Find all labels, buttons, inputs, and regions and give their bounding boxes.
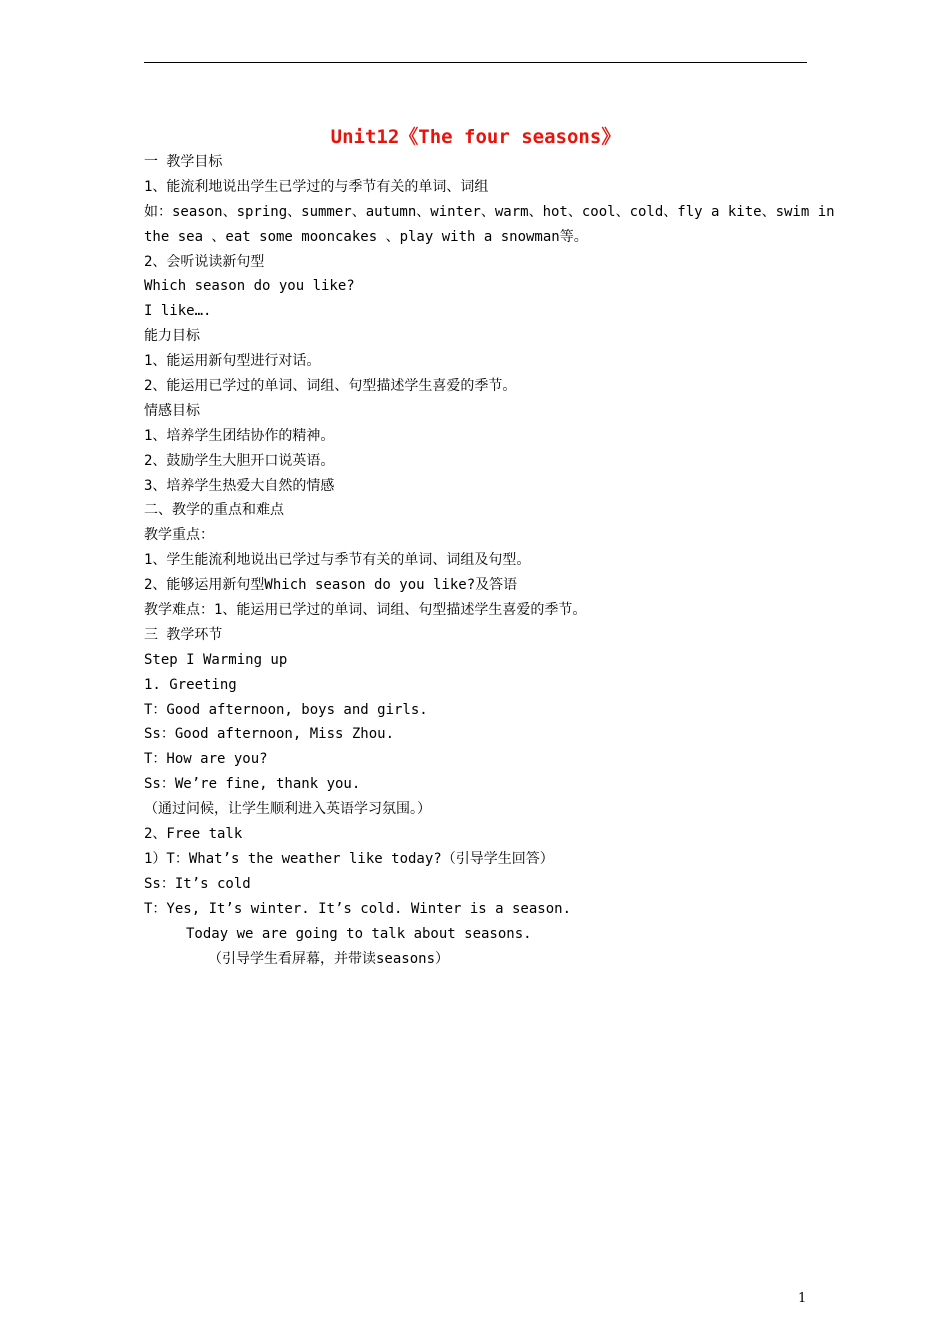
text-line: T：How are you? xyxy=(144,751,268,768)
text-line: T：Yes, It’s winter. It’s cold. Winter is a season. xyxy=(144,900,572,917)
text-line: Ss：It’s cold xyxy=(144,875,251,892)
text-line: I like…. xyxy=(144,303,212,320)
text-line: 1. Greeting xyxy=(144,676,237,693)
text-line: T：Good afternoon, boys and girls. xyxy=(144,701,428,718)
text-line: 1、能运用新句型进行对话。 xyxy=(144,353,321,370)
text-line: Ss：We’re fine, thank you. xyxy=(144,776,361,793)
text-line: 二、教学的重点和难点 xyxy=(144,502,284,519)
text-line: 1、培养学生团结协作的精神。 xyxy=(144,427,335,444)
text-line: 2、鼓励学生大胆开口说英语。 xyxy=(144,452,335,469)
text-line: 2、Free talk xyxy=(144,826,243,843)
text-line: 情感目标 xyxy=(144,402,200,419)
header-rule xyxy=(144,62,807,63)
text-line: 教学难点：1、能运用已学过的单词、词组、句型描述学生喜爱的季节。 xyxy=(144,602,587,619)
text-line: 教学重点： xyxy=(144,527,214,544)
document-title: Unit12《The four seasons》 xyxy=(330,126,621,148)
text-line: 2、能够运用新句型Which season do you like?及答语 xyxy=(144,577,518,594)
document-body xyxy=(144,150,835,971)
text-line: 三 教学环节 xyxy=(144,626,223,643)
text-line: （引导学生看屏幕，并带读seasons） xyxy=(208,950,450,967)
text-line: 2、会听说读新句型 xyxy=(144,253,265,270)
text-line: 如：season、spring、summer、autumn、winter、warm、hot、cool、cold、fly a kite、swim in xyxy=(144,203,835,220)
text-line: 1、学生能流利地说出已学过与季节有关的单词、词组及句型。 xyxy=(144,552,531,569)
text-line: 2、能运用已学过的单词、词组、句型描述学生喜爱的季节。 xyxy=(144,378,517,395)
page-number: 1 xyxy=(798,1291,807,1306)
text-line: 1、能流利地说出学生已学过的与季节有关的单词、词组 xyxy=(144,178,489,195)
text-line: Ss：Good afternoon, Miss Zhou. xyxy=(144,726,395,743)
text-line: Today we are going to talk about seasons. xyxy=(186,925,532,942)
text-line: （通过问候，让学生顺利进入英语学习氛围。） xyxy=(144,801,431,818)
text-line: Which season do you like? xyxy=(144,278,355,295)
text-line: Step I Warming up xyxy=(144,651,288,668)
text-line: 一 教学目标 xyxy=(144,154,223,170)
text-line: 3、培养学生热爱大自然的情感 xyxy=(144,477,335,494)
text-line: the sea 、eat some mooncakes 、play with a snowman等。 xyxy=(144,228,588,245)
text-line: 1）T：What’s the weather like today?（引导学生回答） xyxy=(144,850,554,867)
text-line: 能力目标 xyxy=(144,328,200,345)
